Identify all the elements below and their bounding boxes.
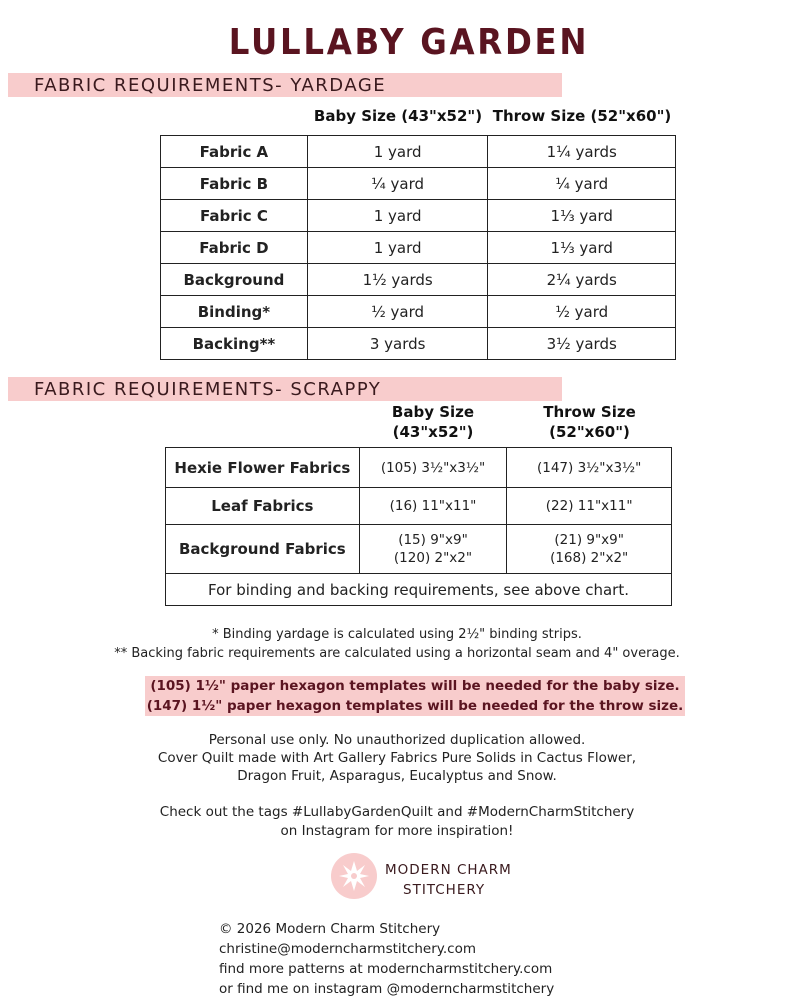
callout-line-baby: (105) 1½" paper hexagon templates will be needed for the baby size. [150, 678, 680, 694]
page-title: LULLABY GARDEN [228, 22, 590, 63]
website-text: find more patterns at moderncharmstitchery.com [219, 961, 553, 977]
throw-value: ¼ yard [488, 168, 676, 200]
value-line: (168) 2"x2" [550, 550, 629, 566]
row-label: Background [161, 264, 308, 296]
scrappy-table [165, 447, 672, 606]
table-row [161, 264, 676, 296]
baby-value: (105) 3½"x3½" [359, 448, 507, 488]
baby-value [359, 525, 507, 574]
table-row [166, 448, 672, 488]
usage-line: Cover Quilt made with Art Gallery Fabrics Pure Solids in Cactus Flower, [157, 750, 637, 766]
table-row [161, 328, 676, 360]
baby-value: 3 yards [307, 328, 488, 360]
row-label: Hexie Flower Fabrics [166, 448, 360, 488]
binding-footnote: * Binding yardage is calculated using 2½" binding strips. [212, 627, 582, 642]
baby-value: 1 yard [307, 232, 488, 264]
baby-value: ½ yard [307, 296, 488, 328]
table-row [161, 232, 676, 264]
table-footer-note: For binding and backing requirements, see above chart. [166, 574, 672, 606]
brand-logo-text [385, 860, 525, 900]
scrappy-baby-header [359, 402, 507, 442]
yardage-section-header [8, 73, 562, 97]
row-label: Backing** [161, 328, 308, 360]
table-row [161, 136, 676, 168]
usage-notes [0, 731, 794, 785]
brand-line: MODERN CHARM [385, 862, 512, 878]
header-line: Throw Size [543, 403, 636, 421]
instagram-text: or find me on instagram @moderncharmstitchery [219, 981, 555, 997]
table-row [161, 296, 676, 328]
yardage-heading: FABRIC REQUIREMENTS- YARDAGE [34, 75, 387, 96]
row-label: Binding* [161, 296, 308, 328]
table-row [166, 525, 672, 574]
yardage-throw-header: Throw Size (52"x60") [492, 107, 672, 125]
throw-value: 1¼ yards [488, 136, 676, 168]
throw-value: 1⅓ yard [488, 200, 676, 232]
table-row [161, 200, 676, 232]
brand-line: STITCHERY [403, 882, 486, 898]
throw-value [507, 525, 672, 574]
hashtag-line: Check out the tags #LullabyGardenQuilt and #ModernCharmStitchery [159, 804, 635, 820]
row-label: Fabric B [161, 168, 308, 200]
throw-value: 3½ yards [488, 328, 676, 360]
table-row [166, 488, 672, 525]
usage-line: Personal use only. No unauthorized duplication allowed. [208, 732, 586, 748]
throw-value: (147) 3½"x3½" [507, 448, 672, 488]
value-line: (120) 2"x2" [393, 550, 473, 566]
row-label: Fabric D [161, 232, 308, 264]
value-line: (15) 9"x9" [398, 532, 468, 548]
table-footer-row [166, 574, 672, 606]
throw-value: ½ yard [488, 296, 676, 328]
backing-footnote: ** Backing fabric requirements are calculated using a horizontal seam and 4" overage. [114, 646, 680, 661]
throw-value: (22) 11"x11" [507, 488, 672, 525]
usage-line: Dragon Fruit, Asparagus, Eucalyptus and Snow. [237, 768, 557, 784]
scrappy-section-header [8, 377, 562, 401]
template-callout [145, 676, 685, 716]
scrappy-heading: FABRIC REQUIREMENTS- SCRAPPY [34, 379, 382, 400]
throw-value: 2¼ yards [488, 264, 676, 296]
hashtag-notes [0, 803, 794, 841]
baby-value: (16) 11"x11" [359, 488, 507, 525]
row-label: Background Fabrics [166, 525, 360, 574]
baby-value: 1½ yards [307, 264, 488, 296]
row-label: Leaf Fabrics [166, 488, 360, 525]
throw-value: 1⅓ yard [488, 232, 676, 264]
star-burst-icon [331, 853, 377, 899]
header-line: (52"x60") [549, 423, 630, 441]
hashtag-line: on Instagram for more inspiration! [280, 823, 514, 839]
yardage-table [160, 135, 676, 360]
table-row [161, 168, 676, 200]
yardage-baby-header: Baby Size (43"x52") [313, 107, 483, 125]
callout-line-throw: (147) 1½" paper hexagon templates will be needed for the throw size. [146, 698, 684, 714]
header-line: Baby Size [391, 403, 475, 421]
baby-value: 1 yard [307, 200, 488, 232]
value-line: (21) 9"x9" [554, 532, 624, 548]
copyright-text: © 2026 Modern Charm Stitchery [219, 921, 441, 937]
row-label: Fabric C [161, 200, 308, 232]
footnotes [0, 625, 794, 663]
header-line: (43"x52") [392, 423, 474, 441]
baby-value: ¼ yard [307, 168, 488, 200]
baby-value: 1 yard [307, 136, 488, 168]
row-label: Fabric A [161, 136, 308, 168]
email-text: christine@moderncharmstitchery.com [219, 941, 476, 957]
scrappy-throw-header [507, 402, 672, 442]
contact-info [219, 919, 639, 999]
